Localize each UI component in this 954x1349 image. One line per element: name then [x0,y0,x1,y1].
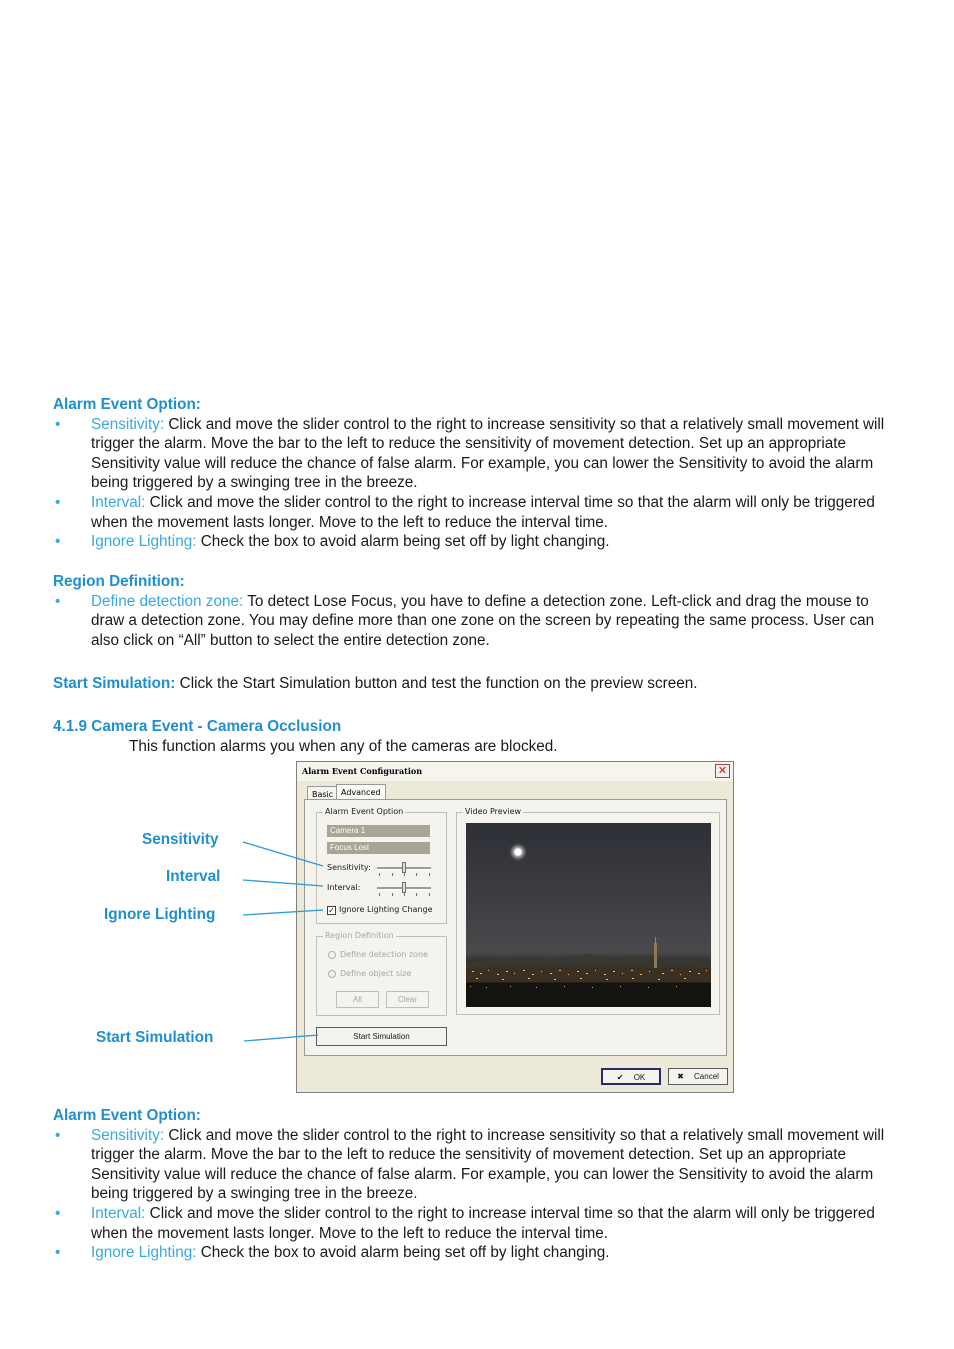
bullet-term: Define detection zone: [91,592,244,610]
bullet-term: Interval: [91,1204,146,1222]
ignore-lighting-label: Ignore Lighting Change [339,905,433,914]
group-label: Alarm Event Option [325,807,404,816]
bullet-text: To detect Lose Focus, you have to define a detection zone. Left-click and drag the mouse to draw a detection zone. You may define more than one zone on the screen by repeating the same process. User can also click on “All” button to select the entire detection zone. [91,592,875,649]
callout-line-interval [243,880,323,886]
bullet-ignore-lighting [53,1243,903,1263]
callout-ignore-lighting: Ignore Lighting [104,906,216,923]
sensitivity-label: Sensitivity: [327,863,371,872]
check-icon: ✔ [616,1073,624,1082]
define-zone-label: Define detection zone [340,950,429,959]
bullet-text: Check the box to avoid alarm being set off by light changing. [196,1244,610,1262]
bullet-sensitivity [53,1126,903,1204]
callout-line-sensitivity [243,842,323,866]
define-size-label: Define object size [340,969,412,978]
bullet-text: Click and move the slider control to the right to increase interval time so that the alarm will only be triggered when the movement lasts longer. Move to the left to reduce the interval time. [91,493,875,531]
ok-label: OK [633,1073,646,1082]
bullet-term: Interval: [91,493,146,511]
bullet-term: Sensitivity: [91,1126,165,1144]
bullet-term: Sensitivity: [91,415,165,433]
cancel-label: Cancel [694,1072,719,1081]
tab-basic[interactable]: Basic [307,786,338,800]
start-simulation-text: Click the Start Simulation button and test the function on the preview screen. [175,675,698,692]
bullet-text: Click and move the slider control to the right to increase sensitivity so that a relatively small movement will trigger the alarm. Move the bar to the left to reduce the sensitivity of movement detection. Set up an appropriate Sensitivity value will reduce the chance of false alarm. For example, you can lower the Sensitivity to avoid the alarm being triggered by a swinging tree in the breeze. [91,1126,885,1203]
start-simulation-button[interactable]: Start Simulation [316,1027,447,1046]
x-icon: ✖ [677,1072,684,1081]
group-label: Region Definition [325,931,394,940]
callout-sensitivity: Sensitivity [142,831,219,848]
close-icon[interactable]: ✕ [715,764,730,778]
section-heading: 4.1.9 Camera Event - Camera Occlusion [53,718,342,735]
callout-line-start [244,1035,318,1041]
camera-select[interactable]: Camera 1 [327,825,430,837]
bullet-term: Ignore Lighting: [91,533,197,551]
dialog-title: Alarm Event Configuration [302,766,423,776]
bullet-text: Click and move the slider control to the right to increase interval time so that the alarm will only be triggered when the movement lasts longer. Move to the left to reduce the interval time. [91,1204,875,1242]
alarm-option-list [53,1126,903,1263]
start-simulation-term: Start Simulation: [53,675,176,692]
callout-line-ignore [243,910,323,915]
alarm-option-heading: Alarm Event Option: [53,396,201,413]
callout-interval: Interval [166,868,221,885]
tab-advanced[interactable]: Advanced [336,784,386,800]
alarm-option-heading: Alarm Event Option: [53,1107,201,1124]
callout-start-simulation: Start Simulation [96,1029,214,1046]
bullet-interval [53,1204,903,1243]
alarm-option-section-bottom [53,1106,903,1263]
group-label: Video Preview [465,807,522,816]
all-button[interactable]: All [336,991,379,1008]
clear-button[interactable]: Clear [386,991,429,1008]
region-definition-heading: Region Definition: [53,573,185,590]
bullet-text: Check the box to avoid alarm being set off by light changing. [196,533,610,551]
event-select[interactable]: Focus Lost [327,842,430,854]
section-intro: This function alarms you when any of the cameras are blocked. [129,738,558,755]
bullet-term: Ignore Lighting: [91,1244,197,1262]
bullet-text: Click and move the slider control to the right to increase sensitivity so that a relatively small movement will trigger the alarm. Move the bar to the left to reduce the sensitivity of movement detection. Set up an appropriate Sensitivity value will reduce the chance of false alarm. For example, you can lower the Sensitivity to avoid the alarm being triggered by a swinging tree in the breeze. [91,415,885,492]
ignore-lighting-checkbox[interactable]: ✓ [328,906,335,915]
interval-label: Interval: [327,883,361,892]
